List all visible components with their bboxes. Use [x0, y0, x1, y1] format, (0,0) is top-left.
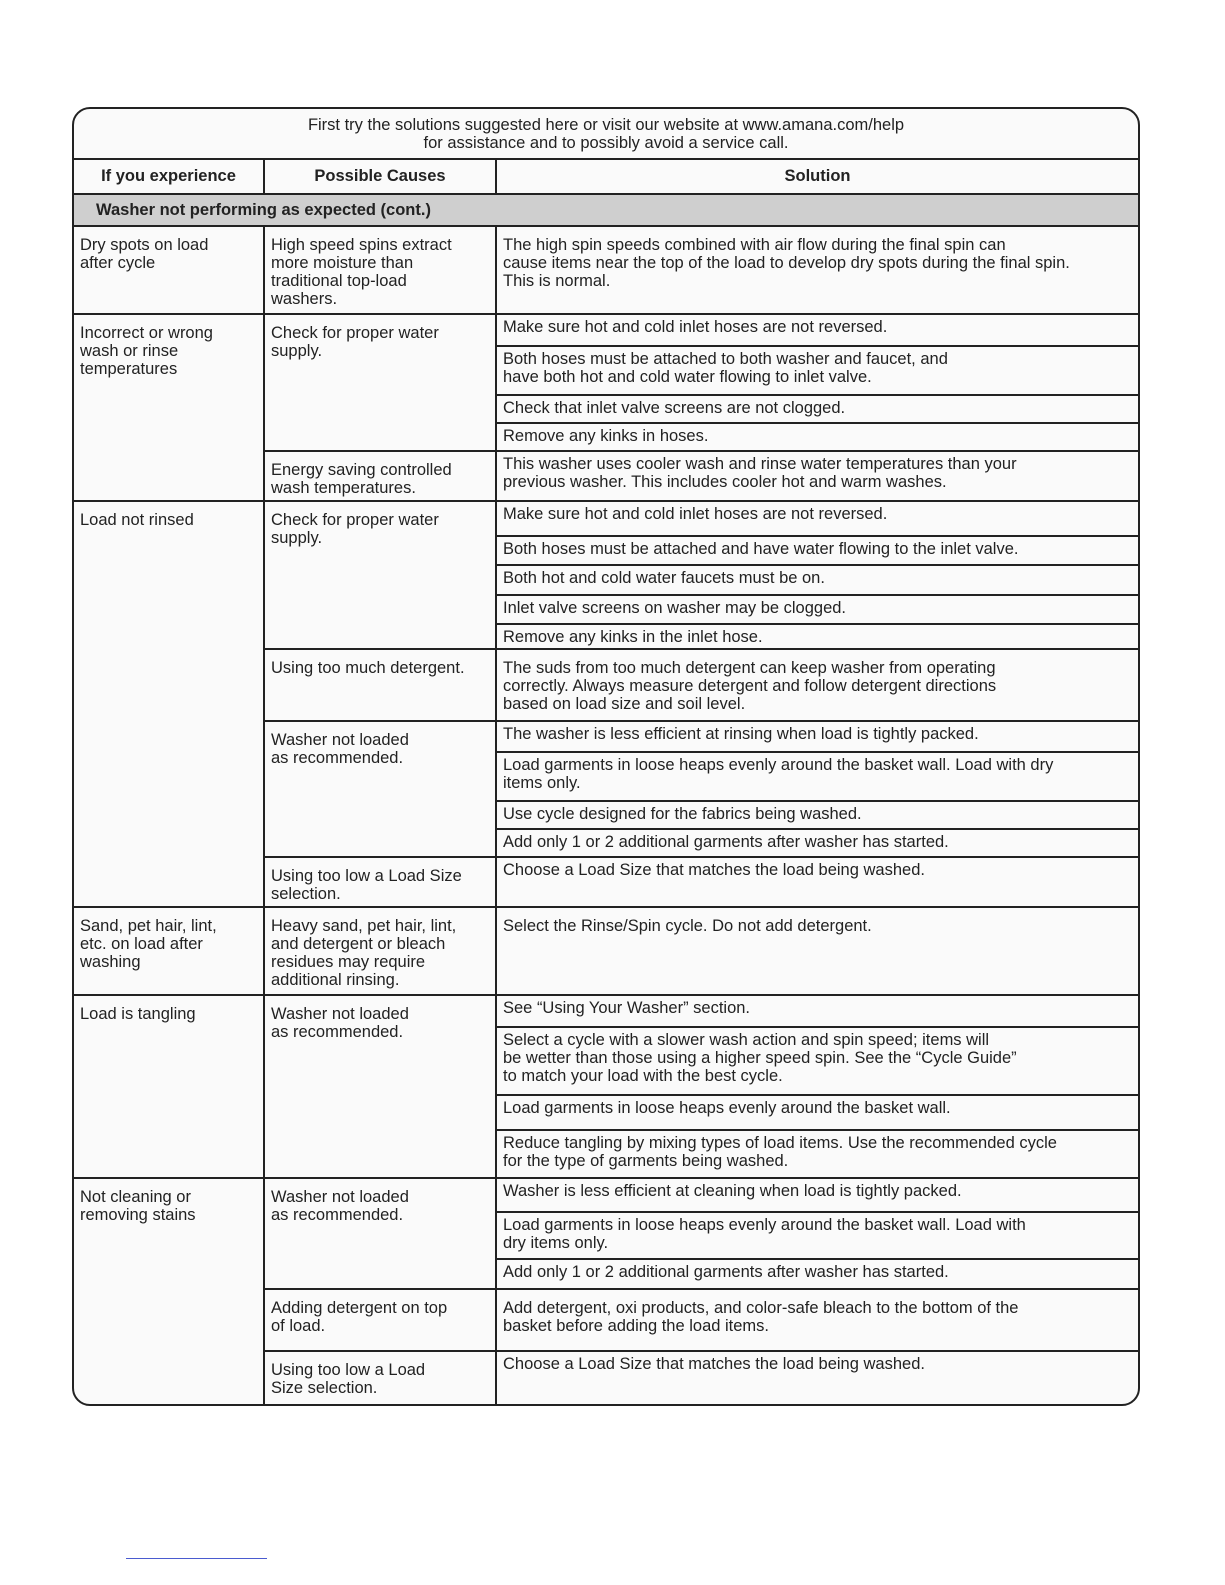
solutions-column: [497, 315, 1138, 500]
solution-cell: Make sure hot and cold inlet hoses are not reversed.: [497, 315, 1138, 347]
experience-cell: Not cleaning or removing stains: [74, 1179, 265, 1406]
solution-cell: Choose a Load Size that matches the load being washed.: [503, 861, 925, 879]
cause-cell: Using too low a Load Size selection.: [271, 1361, 426, 1397]
solution-cell: Both hoses must be attached and have water flowing to the inlet valve.: [497, 537, 1138, 566]
solution-cell: Load garments in loose heaps evenly around the basket wall.: [497, 1096, 1138, 1131]
experience-cell: Dry spots on load after cycle: [74, 227, 265, 313]
cause-cell: Using too much detergent.: [265, 650, 495, 722]
solution-cell: Choose a Load Size that matches the load being washed.: [503, 1355, 925, 1373]
solution-cell: The high spin speeds combined with air flow during the final spin can cause items near the top of the load to develop dry spots during the final spin. This is normal.: [503, 236, 1070, 290]
solution-cell: Select the Rinse/Spin cycle. Do not add detergent.: [503, 917, 872, 935]
solution-cell: Remove any kinks in the inlet hose.: [497, 625, 1138, 650]
troubleshooting-table: [72, 107, 1140, 1406]
intro-line-1: First try the solutions suggested here or visit our website at www.amana.com/help: [307, 116, 905, 134]
cause-cell: Adding detergent on top of load.: [265, 1290, 495, 1352]
experience-cell: Incorrect or wrong wash or rinse temperatures: [74, 315, 265, 500]
experience-cell: Load is tangling: [74, 996, 265, 1177]
table-header: [74, 160, 1138, 195]
table-body: [74, 227, 1138, 1406]
cause-cell: Check for proper water supply.: [265, 315, 495, 452]
table-row: [74, 227, 1138, 315]
experience-cell: Sand, pet hair, lint, etc. on load after washing: [74, 908, 265, 994]
solutions-column: [497, 996, 1138, 1177]
causes-column: [265, 1179, 497, 1406]
causes-column: [265, 996, 497, 1177]
causes-column: [265, 315, 497, 500]
solution-cell: Add only 1 or 2 additional garments after washer has started.: [497, 1260, 1138, 1290]
cause-cell: Energy saving controlled wash temperatures.: [271, 461, 452, 497]
solution-cell: Use cycle designed for the fabrics being washed.: [497, 802, 1138, 830]
experience-cell: Load not rinsed: [74, 502, 265, 906]
solution-cell: The suds from too much detergent can keep washer from operating correctly. Always measure detergent and follow detergent directions based on load size and soil level.: [497, 650, 1138, 722]
causes-column: [265, 908, 497, 994]
intro-line-2: for assistance and to possibly avoid a service call.: [423, 134, 789, 152]
solutions-column: [497, 502, 1138, 906]
table-row: [74, 1179, 1138, 1406]
cause-cell: Washer not loaded as recommended.: [265, 1179, 495, 1290]
solution-cell: Add detergent, oxi products, and color-safe bleach to the bottom of the basket before adding the load items.: [497, 1290, 1138, 1352]
header-experience: If you experience: [74, 160, 265, 193]
cause-cell: Check for proper water supply.: [265, 502, 495, 650]
solution-cell: Washer is less efficient at cleaning when load is tightly packed.: [497, 1179, 1138, 1213]
solution-cell: This washer uses cooler wash and rinse water temperatures than your previous washer. This includes cooler hot and warm washes.: [503, 455, 1017, 491]
solution-cell: Add only 1 or 2 additional garments after washer has started.: [497, 830, 1138, 858]
table-row: [74, 908, 1138, 996]
header-causes: Possible Causes: [265, 160, 497, 193]
causes-column: [265, 502, 497, 906]
cause-cell: Using too low a Load Size selection.: [271, 867, 462, 903]
footer-link-underline: [126, 1558, 267, 1559]
solution-cell: Select a cycle with a slower wash action and spin speed; items will be wetter than those using a higher speed spin. See the “Cycle Guide” to match your load with the best cycle.: [497, 1028, 1138, 1096]
solution-cell: Remove any kinks in hoses.: [497, 424, 1138, 452]
table-row: [74, 315, 1138, 502]
solutions-column: [497, 227, 1138, 313]
header-solution: Solution: [784, 167, 851, 185]
solutions-column: [497, 1179, 1138, 1406]
solution-cell: Check that inlet valve screens are not clogged.: [497, 396, 1138, 424]
solutions-column: [497, 908, 1138, 994]
solution-cell: Load garments in loose heaps evenly around the basket wall. Load with dry items only.: [497, 1213, 1138, 1260]
cause-cell: Heavy sand, pet hair, lint, and detergent or bleach residues may require additional rinsing.: [271, 917, 457, 989]
section-title: Washer not performing as expected (cont.): [74, 195, 1138, 227]
solution-cell: The washer is less efficient at rinsing when load is tightly packed.: [497, 722, 1138, 753]
solution-cell: Load garments in loose heaps evenly around the basket wall. Load with dry items only.: [497, 753, 1138, 802]
solution-cell: Inlet valve screens on washer may be clogged.: [497, 596, 1138, 625]
causes-column: [265, 227, 497, 313]
solution-cell: Both hoses must be attached to both washer and faucet, and have both hot and cold water flowing to inlet valve.: [497, 347, 1138, 396]
cause-cell: Washer not loaded as recommended.: [271, 1005, 409, 1041]
cause-cell: Washer not loaded as recommended.: [265, 722, 495, 858]
cause-cell: High speed spins extract more moisture than traditional top-load washers.: [271, 236, 452, 308]
solution-cell: Reduce tangling by mixing types of load items. Use the recommended cycle for the type of garments being washed.: [503, 1134, 1057, 1170]
solution-cell: Make sure hot and cold inlet hoses are not reversed.: [497, 502, 1138, 537]
intro-text: [74, 109, 1138, 160]
table-row: [74, 996, 1138, 1179]
table-row: [74, 502, 1138, 908]
solution-cell: Both hot and cold water faucets must be on.: [497, 566, 1138, 596]
solution-cell: See “Using Your Washer” section.: [497, 996, 1138, 1028]
